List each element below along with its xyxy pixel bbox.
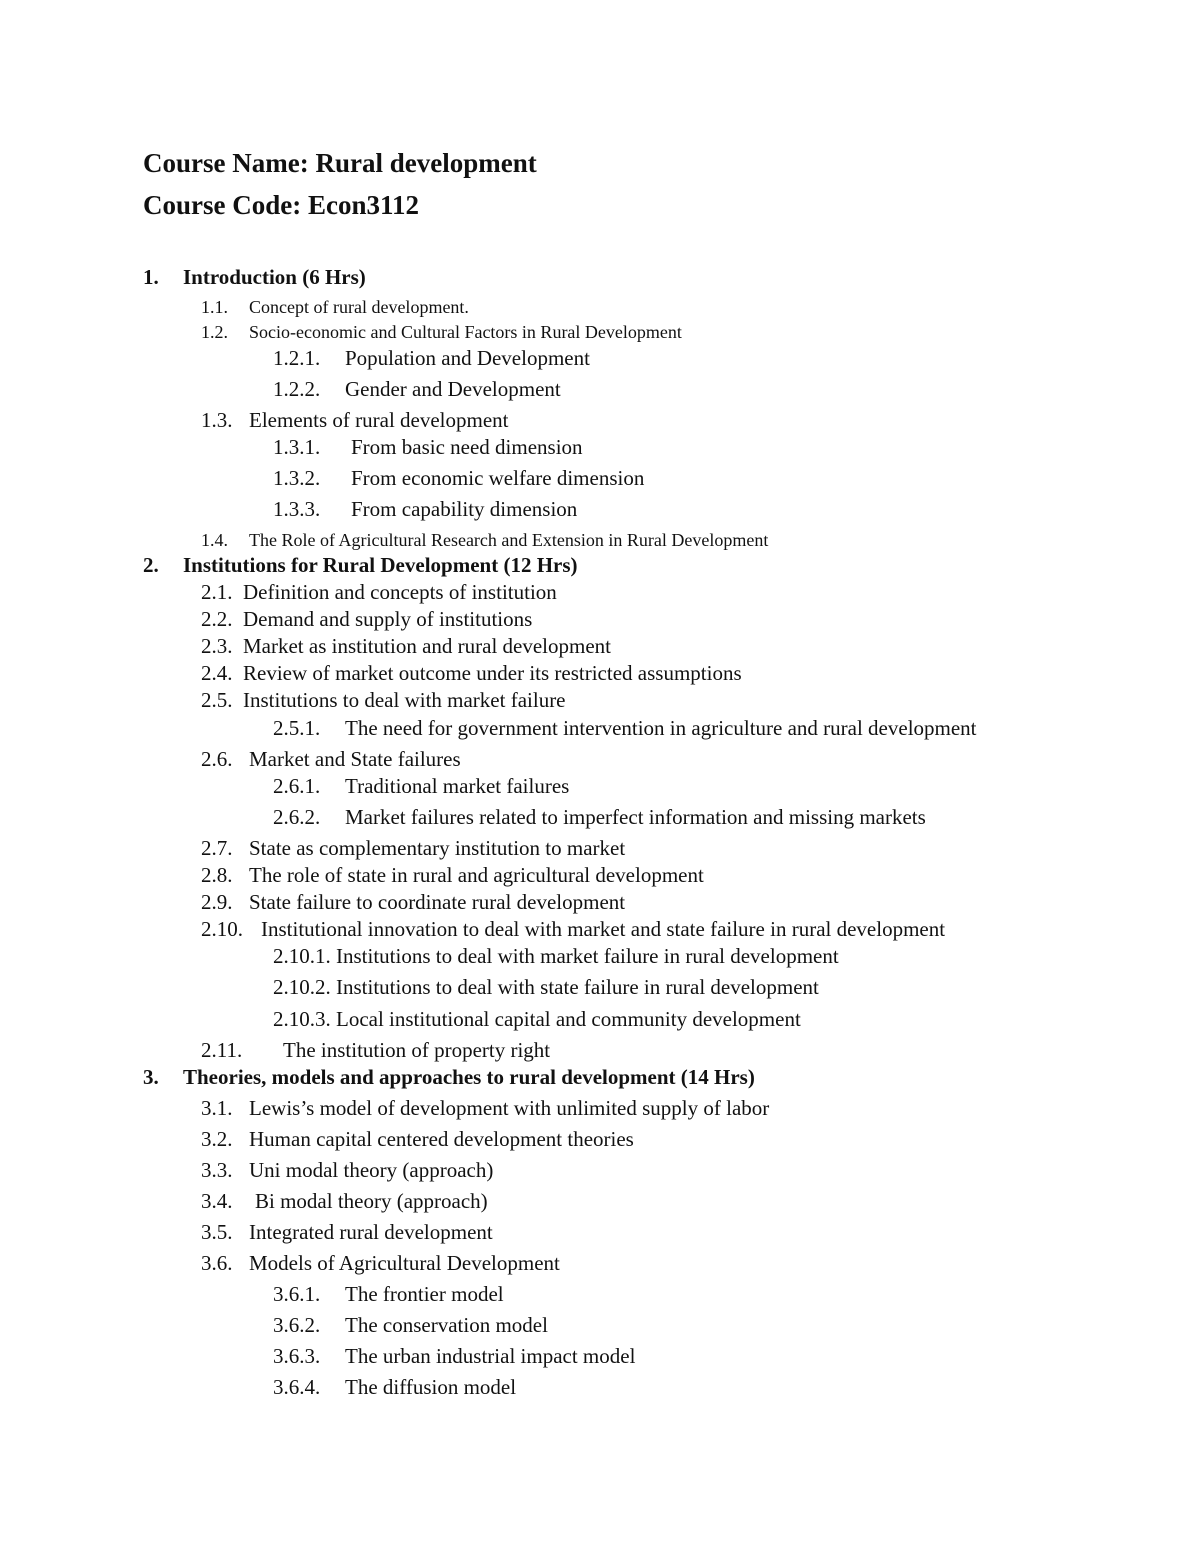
course-name-heading — [143, 148, 537, 179]
list-item — [201, 890, 625, 915]
list-subitem — [273, 1313, 548, 1338]
item-text: Institutional innovation to deal with market and state failure in rural development — [261, 917, 946, 941]
item-text: Market and State failures — [249, 747, 461, 771]
list-item — [201, 1220, 493, 1245]
item-text: Integrated rural development — [249, 1220, 493, 1244]
list-item — [201, 634, 611, 659]
subitem-text: The need for government intervention in agriculture and rural development — [345, 716, 977, 740]
subitem-number: 2.5.1. — [273, 716, 321, 740]
item-number: 3.1. — [201, 1096, 233, 1120]
list-subitem — [273, 1344, 635, 1369]
subitem-number: 2.10.2. — [273, 975, 331, 999]
item-number: 2.3. — [201, 634, 233, 658]
subitem-number: 3.6.3. — [273, 1344, 321, 1368]
item-text: Definition and concepts of institution — [243, 580, 557, 604]
subitem-number: 1.3.3. — [273, 497, 321, 521]
item-number: 3.4. — [201, 1189, 233, 1213]
list-item — [201, 747, 461, 772]
list-subitem — [273, 1007, 801, 1032]
list-subitem — [273, 1375, 516, 1400]
section-number: 1. — [143, 265, 159, 289]
subitem-text: From basic need dimension — [351, 435, 583, 459]
item-number: 3.2. — [201, 1127, 233, 1151]
subitem-text: From capability dimension — [351, 497, 578, 521]
list-item — [201, 917, 945, 942]
list-item — [201, 530, 768, 551]
list-subitem — [273, 774, 569, 799]
subitem-text: Traditional market failures — [345, 774, 570, 798]
item-number: 1.4. — [201, 530, 228, 550]
section-title: Introduction (6 Hrs) — [183, 265, 366, 289]
item-number: 2.8. — [201, 863, 233, 887]
list-item — [201, 1127, 634, 1152]
list-subitem — [273, 716, 977, 741]
course-code-heading: Course Code: Econ3112 — [143, 190, 419, 220]
subitem-number: 3.6.1. — [273, 1282, 321, 1306]
item-number: 2.7. — [201, 836, 233, 860]
subitem-text: The diffusion model — [345, 1375, 517, 1399]
item-text: Market as institution and rural development — [243, 634, 611, 658]
subitem-number: 2.10.3. — [273, 1007, 331, 1031]
item-number: 3.3. — [201, 1158, 233, 1182]
subitem-number: 1.2.2. — [273, 377, 321, 401]
item-number: 2.11. — [201, 1038, 243, 1062]
list-item — [201, 607, 532, 632]
item-number: 1.1. — [201, 297, 228, 317]
item-number: 2.1. — [201, 580, 233, 604]
list-item — [201, 1038, 550, 1063]
list-subitem — [273, 1282, 504, 1307]
item-number: 3.6. — [201, 1251, 233, 1275]
subitem-text: The frontier model — [345, 1282, 504, 1306]
subitem-text: Population and Development — [345, 346, 590, 370]
item-text: Institutions to deal with market failure — [243, 688, 566, 712]
course-name-separator: : — [299, 148, 316, 178]
list-subitem — [273, 435, 583, 460]
list-item — [201, 580, 557, 605]
item-text: The Role of Agricultural Research and Extension in Rural Development — [249, 530, 769, 550]
item-text: Models of Agricultural Development — [249, 1251, 560, 1275]
list-item — [201, 1251, 560, 1276]
section-heading — [143, 553, 578, 578]
section-heading — [143, 1065, 755, 1090]
item-text: Demand and supply of institutions — [243, 607, 533, 631]
course-name-value: Rural development — [315, 148, 537, 178]
list-subitem — [273, 805, 926, 830]
list-item — [201, 297, 469, 318]
list-subitem — [273, 466, 644, 491]
list-subitem — [273, 377, 561, 402]
list-subitem — [273, 975, 819, 1000]
item-number: 2.6. — [201, 747, 233, 771]
item-text: Lewis’s model of development with unlimited supply of labor — [249, 1096, 770, 1120]
item-number: 2.9. — [201, 890, 233, 914]
list-subitem — [273, 497, 577, 522]
list-item — [201, 408, 509, 433]
subitem-number: 3.6.2. — [273, 1313, 321, 1337]
section-number: 3. — [143, 1065, 159, 1089]
section-heading — [143, 265, 366, 290]
item-number: 3.5. — [201, 1220, 233, 1244]
item-text: State as complementary institution to market — [249, 836, 626, 860]
item-number: 2.5. — [201, 688, 233, 712]
subitem-text: Institutions to deal with market failure in rural development — [336, 944, 839, 968]
item-text: Socio-economic and Cultural Factors in Rural Development — [249, 322, 682, 342]
item-text: Human capital centered development theories — [249, 1127, 634, 1151]
subitem-number: 1.3.1. — [273, 435, 321, 459]
item-text: Uni modal theory (approach) — [249, 1158, 494, 1182]
subitem-text: The urban industrial impact model — [345, 1344, 636, 1368]
subitem-number: 2.10.1. — [273, 944, 331, 968]
item-text: The role of state in rural and agricultural development — [249, 863, 704, 887]
subitem-number: 1.3.2. — [273, 466, 321, 490]
item-text: Review of market outcome under its restricted assumptions — [243, 661, 742, 685]
item-number: 2.2. — [201, 607, 233, 631]
list-item — [201, 688, 566, 713]
subitem-text: Gender and Development — [345, 377, 561, 401]
list-item — [201, 863, 704, 888]
subitem-number: 2.6.1. — [273, 774, 321, 798]
subitem-number: 1.2.1. — [273, 346, 321, 370]
item-text: The institution of property right — [283, 1038, 551, 1062]
list-item — [201, 1096, 769, 1121]
item-number: 2.4. — [201, 661, 233, 685]
list-item — [201, 1158, 493, 1183]
item-number: 1.2. — [201, 322, 228, 342]
list-item — [201, 1189, 488, 1214]
item-text: Concept of rural development. — [249, 297, 469, 317]
list-item — [201, 836, 625, 861]
subitem-text: Institutions to deal with state failure in rural development — [336, 975, 819, 999]
list-item — [201, 322, 682, 343]
subitem-text: Local institutional capital and community development — [336, 1007, 801, 1031]
item-number: 2.10. — [201, 917, 243, 941]
subitem-text: The conservation model — [345, 1313, 548, 1337]
list-item — [201, 661, 742, 686]
subitem-number: 2.6.2. — [273, 805, 321, 829]
section-title: Theories, models and approaches to rural development (14 Hrs) — [183, 1065, 755, 1089]
item-text: Elements of rural development — [249, 408, 509, 432]
item-text: Bi modal theory (approach) — [255, 1189, 488, 1213]
item-number: 1.3. — [201, 408, 233, 432]
section-number: 2. — [143, 553, 159, 577]
section-title: Institutions for Rural Development (12 Hrs) — [183, 553, 578, 577]
item-text: State failure to coordinate rural development — [249, 890, 626, 914]
list-subitem — [273, 944, 839, 969]
subitem-number: 3.6.4. — [273, 1375, 321, 1399]
course-name-label: Course Name — [143, 148, 300, 178]
subitem-text: Market failures related to imperfect information and missing markets — [345, 805, 926, 829]
list-subitem — [273, 346, 590, 371]
subitem-text: From economic welfare dimension — [351, 466, 645, 490]
